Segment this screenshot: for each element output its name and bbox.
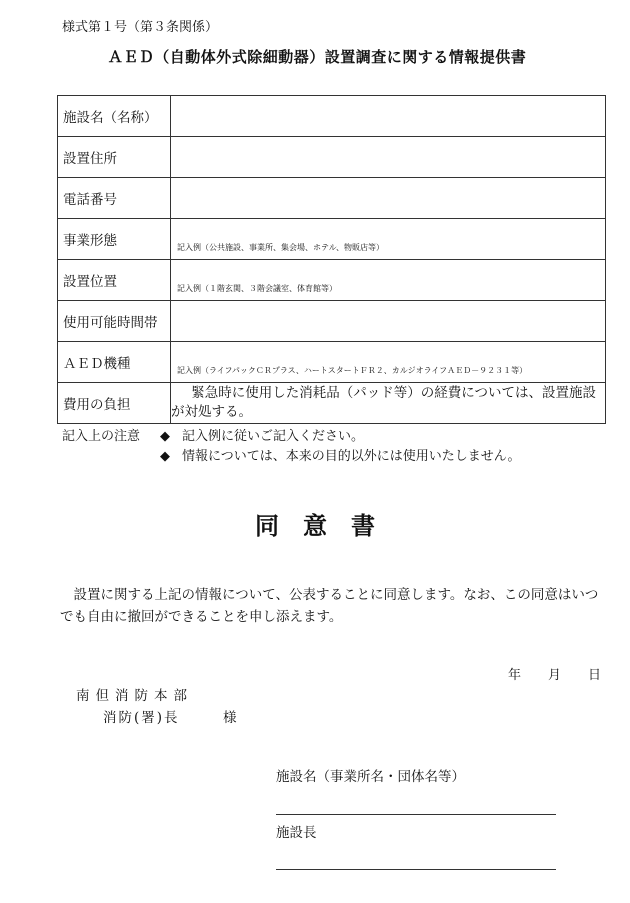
field-phone[interactable] [171,178,606,219]
document-title: ＡＥＤ（自動体外式除細動器）設置調査に関する情報提供書 [107,48,527,66]
row-label-available-hours: 使用可能時間帯 [58,301,171,342]
field-address[interactable] [171,137,606,178]
row-label-business-type: 事業形態 [58,219,171,260]
note-text: 記入例に従いご記入ください。 [182,429,365,444]
diamond-bullet-icon: ◆ [160,429,170,444]
table-row [58,219,606,260]
row-label-aed-model: ＡＥＤ機種 [58,342,171,383]
facility-name-signature-line[interactable] [276,814,556,815]
facility-head-signature-line[interactable] [276,869,556,870]
example-text: 記入例（１階玄関、３階会議室、体育館等） [177,284,337,293]
field-facility-name[interactable] [171,96,606,137]
facility-name-label: 施設名（事業所名・団体名等） [276,769,465,785]
field-aed-model[interactable] [171,342,606,383]
table-row [58,260,606,301]
row-label-facility-name: 施設名（名称） [58,96,171,137]
table-row [58,383,606,424]
table-row [58,301,606,342]
note-item [160,445,521,464]
note-item [160,425,364,444]
table-row [58,178,606,219]
recipient-organization: 南但消防本部 [76,688,193,704]
table-row [58,96,606,137]
notes-heading: 記入上の注意 [62,429,141,444]
recipient-honorific: 様 [223,710,237,726]
row-label-cost-burden: 費用の負担 [58,383,171,424]
field-business-type[interactable] [171,219,606,260]
example-text: 記入例（公共施設、事業所、集会場、ホテル、物販店等） [177,243,384,252]
diamond-bullet-icon: ◆ [160,449,170,464]
row-label-phone: 電話番号 [58,178,171,219]
recipient-title: 消防(署)長 [103,710,180,726]
date-year-label: 年 [508,668,522,683]
info-table [57,95,606,424]
example-text: 記入例（ライフパックＣＲプラス、ハートスタートＦＲ２、カルジオライフＡＥＤ－９２３１等） [177,366,528,375]
form-number: 様式第１号（第３条関係） [62,20,219,35]
consent-title: 同意書 [255,511,399,540]
table-row [58,137,606,178]
date-month-label: 月 [548,668,562,683]
note-text: 情報については、本来の目的以外には使用いたしません。 [182,449,521,464]
field-available-hours[interactable] [171,301,606,342]
facility-head-label: 施設長 [276,825,317,841]
row-label-install-location: 設置位置 [58,260,171,301]
date-day-label: 日 [588,668,602,683]
consent-text: 設置に関する上記の情報について、公表することに同意します。なお、この同意はいつでも自由に撤回ができることを申し添えます。 [60,587,599,625]
table-row [58,342,606,383]
row-label-address: 設置住所 [58,137,171,178]
field-install-location[interactable] [171,260,606,301]
cost-burden-text: 緊急時に使用した消耗品（パッド等）の経費については、設置施設が対処する。 [171,383,606,424]
